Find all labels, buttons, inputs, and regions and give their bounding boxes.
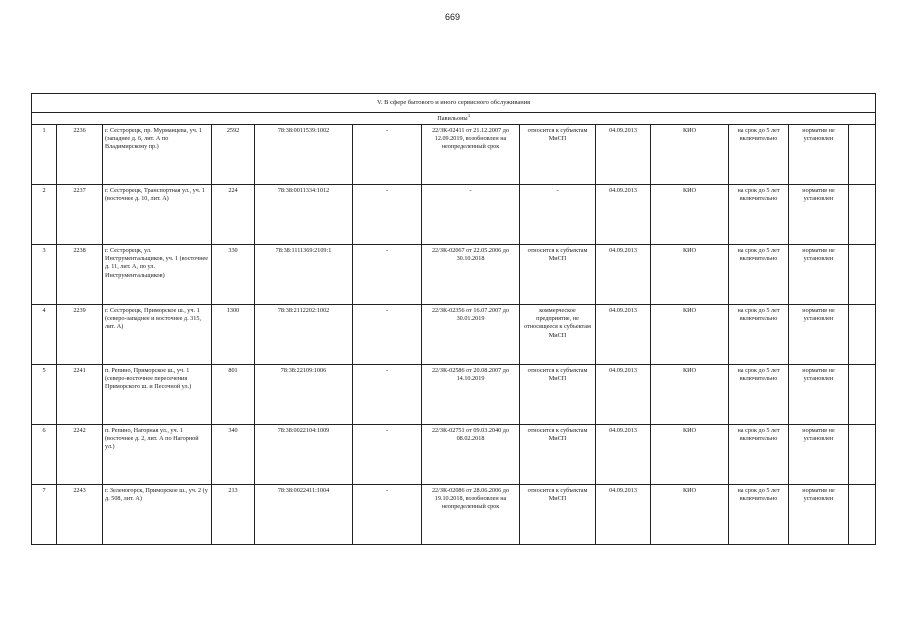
row-number-cell: 2 — [32, 184, 57, 244]
property-table — [31, 93, 876, 545]
cadastral-number-cell: 78:38:0022411:1004 — [255, 484, 353, 544]
responsible-body-cell: КИО — [651, 124, 729, 184]
inclusion-date-cell: 04.09.2013 — [596, 304, 651, 364]
tenant-status-cell: относится к субъектам МиСП — [520, 424, 596, 484]
object-id-cell: 2243 — [57, 484, 103, 544]
encumbrance-cell: - — [353, 124, 422, 184]
subsection-label: Павильоны — [437, 115, 468, 123]
object-id-cell: 2237 — [57, 184, 103, 244]
lease-term-cell: на срок до 5 лет включительно — [729, 484, 789, 544]
standard-cell: норматив не установлен — [789, 244, 849, 304]
row-number-cell: 4 — [32, 304, 57, 364]
table-row — [32, 424, 876, 484]
encumbrance-cell: - — [353, 484, 422, 544]
object-id-cell: 2241 — [57, 364, 103, 424]
address-cell: г. Сестрорецк, ул. Инструментальщиков, уч. 1 (восточнее д. 11, лит. А, по ул. Инструментальщиков) — [103, 244, 212, 304]
responsible-body-cell: КИО — [651, 484, 729, 544]
cadastral-number-cell: 78:38:1111369:2109:1 — [255, 244, 353, 304]
tenant-status-cell: относится к субъектам МиСП — [520, 244, 596, 304]
tenant-status-cell: коммерческое предприятие, не относящееся к субъектам МиСП — [520, 304, 596, 364]
lease-term-cell: на срок до 5 лет включительно — [729, 124, 789, 184]
encumbrance-cell: - — [353, 184, 422, 244]
table-row — [32, 364, 876, 424]
inclusion-date-cell: 04.09.2013 — [596, 484, 651, 544]
row-number-cell: 6 — [32, 424, 57, 484]
standard-cell: норматив не установлен — [789, 484, 849, 544]
responsible-body-cell: КИО — [651, 304, 729, 364]
encumbrance-cell: - — [353, 244, 422, 304]
empty-cell — [849, 304, 876, 364]
lease-term-cell: на срок до 5 лет включительно — [729, 304, 789, 364]
lease-term-cell: на срок до 5 лет включительно — [729, 424, 789, 484]
empty-cell — [849, 244, 876, 304]
tenant-status-cell: - — [520, 184, 596, 244]
inclusion-date-cell: 04.09.2013 — [596, 364, 651, 424]
lease-agreement-cell: 22/ЗК-02086 от 28.06.2006 до 19.10.2018, возобновлен на неопределенный срок — [422, 484, 520, 544]
object-id-cell: 2238 — [57, 244, 103, 304]
standard-cell: норматив не установлен — [789, 424, 849, 484]
lease-agreement-cell: 22/ЗК-02067 от 22.05.2006 до 30.10.2018 — [422, 244, 520, 304]
lease-agreement-cell: - — [422, 184, 520, 244]
inclusion-date-cell: 04.09.2013 — [596, 184, 651, 244]
cadastral-number-cell: 78:38:0011539:1002 — [255, 124, 353, 184]
table-row — [32, 244, 876, 304]
encumbrance-cell: - — [353, 304, 422, 364]
encumbrance-cell: - — [353, 424, 422, 484]
empty-cell — [849, 364, 876, 424]
cadastral-number-cell: 78:38:22109:1006 — [255, 364, 353, 424]
table-row — [32, 304, 876, 364]
area-cell: 801 — [212, 364, 255, 424]
address-cell: г. Зеленогорск, Приморское ш., уч. 2 (у д. 508, лит. А) — [103, 484, 212, 544]
cadastral-number-cell: 78:38:0022104:1009 — [255, 424, 353, 484]
tenant-status-cell: относится к субъектам МиСП — [520, 124, 596, 184]
row-number-cell: 7 — [32, 484, 57, 544]
row-number-cell: 3 — [32, 244, 57, 304]
standard-cell: норматив не установлен — [789, 124, 849, 184]
section-title: V. В сфере бытового и иного сервисного обслуживания — [32, 94, 876, 113]
row-number-cell: 5 — [32, 364, 57, 424]
row-number-cell: 1 — [32, 124, 57, 184]
lease-agreement-cell: 22/ЗК-02356 от 16.07.2007 до 30.01.2019 — [422, 304, 520, 364]
area-cell: 2592 — [212, 124, 255, 184]
address-cell: п. Репино, Приморское ш., уч. 1 (северо-восточнее пересечения Приморского ш. и Песочной ул.) — [103, 364, 212, 424]
encumbrance-cell: - — [353, 364, 422, 424]
lease-term-cell: на срок до 5 лет включительно — [729, 244, 789, 304]
inclusion-date-cell: 04.09.2013 — [596, 244, 651, 304]
responsible-body-cell: КИО — [651, 364, 729, 424]
table-row — [32, 184, 876, 244]
subsection-header-row — [32, 113, 876, 125]
responsible-body-cell: КИО — [651, 184, 729, 244]
standard-cell: норматив не установлен — [789, 184, 849, 244]
footnote-marker: 3 — [467, 113, 470, 118]
lease-agreement-cell: 22/ЗК-02586 от 20.08.2007 до 14.10.2019 — [422, 364, 520, 424]
address-cell: г. Сестрорецк, Транспортная ул., уч. 1 (восточнее д. 10, лит. А) — [103, 184, 212, 244]
standard-cell: норматив не установлен — [789, 364, 849, 424]
cadastral-number-cell: 78:38:0011334:1012 — [255, 184, 353, 244]
empty-cell — [849, 424, 876, 484]
standard-cell: норматив не установлен — [789, 304, 849, 364]
page-number: 669 — [444, 12, 461, 22]
section-header-row — [32, 94, 876, 113]
object-id-cell: 2239 — [57, 304, 103, 364]
lease-term-cell: на срок до 5 лет включительно — [729, 364, 789, 424]
area-cell: 340 — [212, 424, 255, 484]
object-id-cell: 2236 — [57, 124, 103, 184]
area-cell: 330 — [212, 244, 255, 304]
responsible-body-cell: КИО — [651, 244, 729, 304]
inclusion-date-cell: 04.09.2013 — [596, 424, 651, 484]
lease-agreement-cell: 22/ЗК-02411 от 21.12.2007 до 12.09.2019, возобновлен на неопределенный срок — [422, 124, 520, 184]
empty-cell — [849, 124, 876, 184]
subsection-title — [32, 113, 876, 125]
cadastral-number-cell: 78:38:2112202:1002 — [255, 304, 353, 364]
inclusion-date-cell: 04.09.2013 — [596, 124, 651, 184]
tenant-status-cell: относится к субъектам МиСП — [520, 364, 596, 424]
lease-agreement-cell: 22/ЗК-02751 от 09.03.2040 до 08.02.2018 — [422, 424, 520, 484]
table-row — [32, 124, 876, 184]
empty-cell — [849, 184, 876, 244]
tenant-status-cell: относится к субъектам МиСП — [520, 484, 596, 544]
lease-term-cell: на срок до 5 лет включительно — [729, 184, 789, 244]
area-cell: 213 — [212, 484, 255, 544]
address-cell: г. Сестрорецк, Приморское ш., уч. 1 (северо-западнее и восточнее д. 315, лит. А) — [103, 304, 212, 364]
area-cell: 224 — [212, 184, 255, 244]
table-row — [32, 484, 876, 544]
area-cell: 1300 — [212, 304, 255, 364]
address-cell: г. Сестрорецк, пр. Мурманцева, уч. 1 (западнее д. 6, лит. А по Владимирскому пр.) — [103, 124, 212, 184]
responsible-body-cell: КИО — [651, 424, 729, 484]
object-id-cell: 2242 — [57, 424, 103, 484]
address-cell: п. Репино, Нагорная ул., уч. 1 (восточнее д. 2, лит. А по Нагорной ул.) — [103, 424, 212, 484]
empty-cell — [849, 484, 876, 544]
